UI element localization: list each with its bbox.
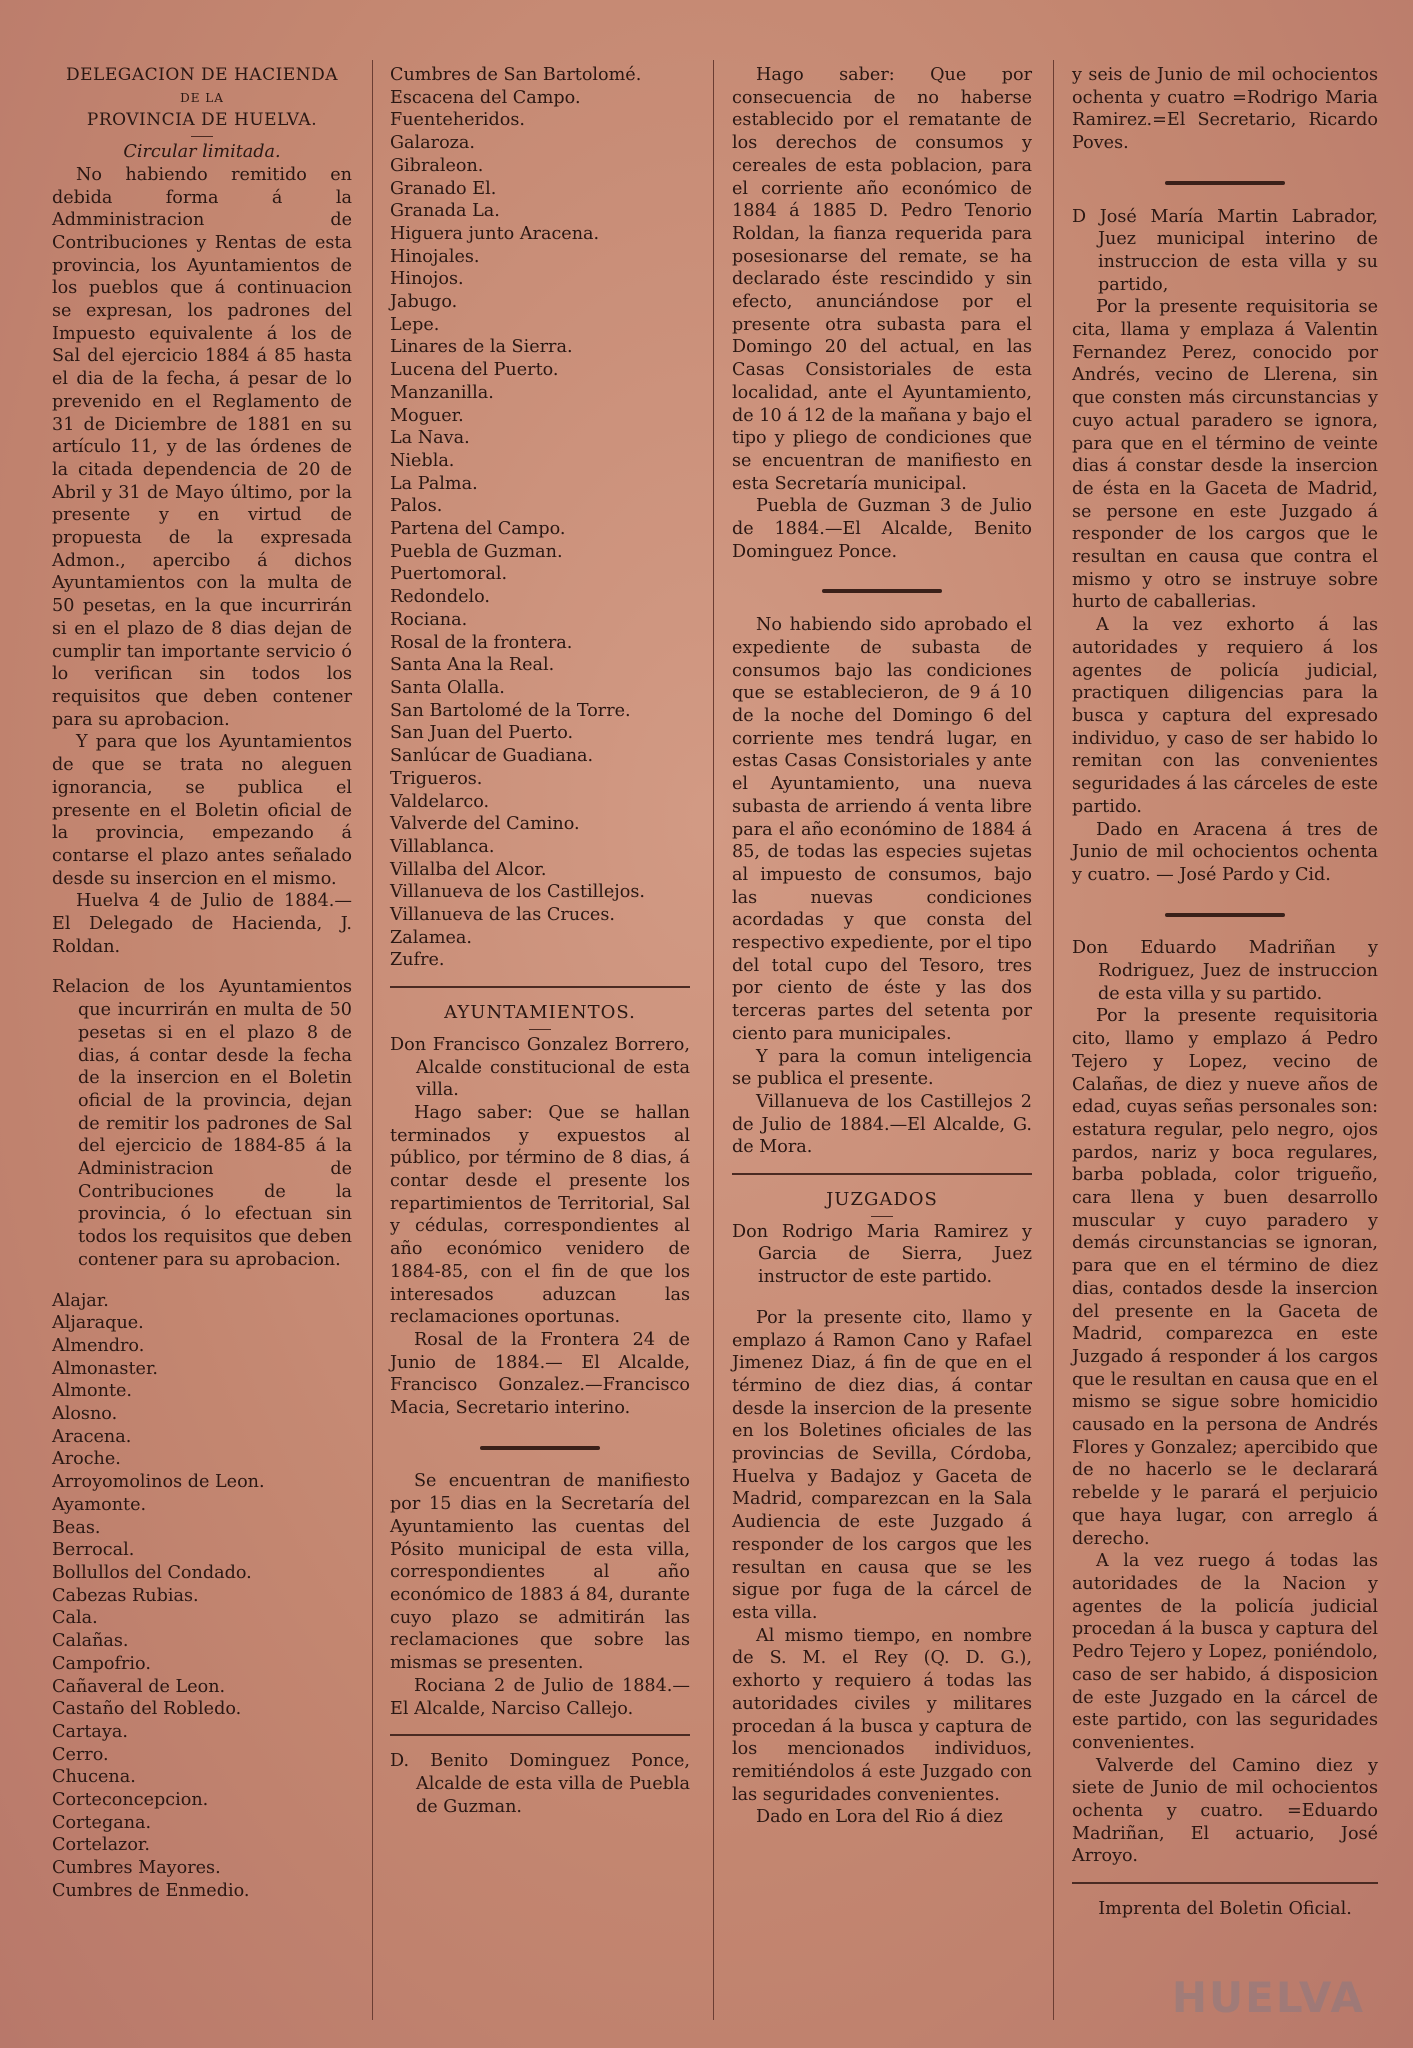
town-item: Alosno. [52, 1404, 118, 1425]
town-item: Lucena del Puerto. [390, 360, 559, 381]
section-title: AYUNTAMIENTOS. [444, 1002, 636, 1024]
town-item: Ayamonte. [52, 1494, 147, 1515]
town-item: Linares de la Sierra. [390, 337, 573, 358]
notice-signature: Rosal de la Frontera 24 de Junio de 1884.— El Alcalde, Francisco Gonzalez.—Francisco Macia, Secretario interino. [390, 1329, 690, 1419]
notice-signature: Valverde del Camino diez y siete de Junio de mil ochocientos ochenta y cuatro. =Eduardo Madriñan, El actuario, José Arroyo. [1072, 1755, 1378, 1867]
column-rule [372, 60, 373, 2020]
town-item: Villablanca. [390, 836, 495, 857]
town-item: Sanlúcar de Guadiana. [390, 746, 594, 767]
notice-body: Hago saber: Que se hallan terminados y expuestos al público, por término de 8 dias, á contar desde el presente los repartimientos de Territorial, Sal y cédulas, correspondientes al año económico venidero de 1884-85, con el fin de que los interesados aduzcan las reclamaciones oportunas. [390, 1102, 690, 1328]
divider [390, 1734, 690, 1736]
town-item: Zufre. [390, 950, 445, 971]
town-list [390, 64, 690, 972]
town-item: Palos. [390, 496, 443, 517]
town-item: Galaroza. [390, 133, 476, 154]
divider [191, 136, 213, 137]
town-item: Beas. [52, 1517, 101, 1538]
town-item: Valverde del Camino. [390, 814, 580, 835]
town-item: Hinojales. [390, 246, 480, 267]
town-item: Niebla. [390, 450, 455, 471]
notice-body: A la vez ruego á todas las autoridades de la Nacion y agentes de la policía judicial procedan á la busca y captura del Pedro Tejero y Lopez, poniéndolo, caso de ser habido, á disposicion de este Juzgado en la cárcel de este partido, con las seguridades convenientes. [1072, 1551, 1378, 1753]
town-item: Redondelo. [390, 587, 491, 608]
town-item: Bollullos del Condado. [52, 1563, 252, 1583]
divider [871, 1216, 893, 1217]
town-item: Arroyomolinos de Leon. [52, 1472, 265, 1493]
notice-heading: Don Eduardo Madriñan y Rodriguez, Juez de instruccion de esta villa y su partido. [1072, 938, 1378, 1004]
notice-body: Hago saber: Que por consecuencia de no haberse establecido por el rematante de los derechos de consumos y cereales de esta poblacion, para el corriente año económico de 1884 á 1885 D. Pedro Tenorio Roldan, la fianza requerida para posesionarse del remate, se ha declarado éste rescindido y sin efecto, anunciándose por el presente otra subasta para el Domingo 20 del actual, en las Casas Consistoriales de esta localidad, ante el Ayuntamiento, de 10 á 12 de la mañana y bajo el tipo y pliego de condiciones que se encuentran de manifiesto en esta Secretaría municipal. [732, 65, 1032, 494]
town-item: Valdelarco. [390, 791, 490, 812]
town-item: Puertomoral. [390, 564, 508, 585]
town-item: Escacena del Campo. [390, 87, 581, 108]
town-item: Almonte. [52, 1381, 133, 1402]
divider [1072, 1882, 1378, 1884]
town-item: Campofrio. [52, 1653, 151, 1674]
town-item: Berrocal. [52, 1540, 135, 1561]
section-title: JUZGADOS [826, 1189, 938, 1211]
town-item: Cortegana. [52, 1812, 152, 1833]
town-item: Santa Ana la Real. [390, 655, 555, 676]
relacion-heading: Relacion de los Ayuntamientos que incurrirán en multa de 50 pesetas si en el plazo 8 de dias, á contar desde la fecha de la insercion en el Boletin oficial de la provincia, dejan de remitir los padrones de Sal del ejercicio de 1884-85 á la Administracion de Contribuciones de la provincia, ó lo efectuan sin todos los requisitos que deben contener para su aprobacion. [52, 977, 352, 1270]
town-item: Fuenteheridos. [390, 110, 526, 131]
town-item: Cartaya. [52, 1721, 128, 1742]
notice-heading: D. Benito Dominguez Ponce, Alcalde de esta villa de Puebla de Guzman. [390, 1751, 690, 1817]
town-item: Hinojos. [390, 269, 464, 290]
town-item: Granada La. [390, 201, 500, 222]
circular-paragraph: No habiendo remitido en debida forma á la Admministracion de Contribuciones y Rentas de esta provincia, los Ayuntamientos de los pueblos que á continuacion se expresan, los padrones del Impuesto equivalente á los de Sal del ejercicio 1884 á 85 hasta el dia de la fecha, á pesar de lo prevenido en el Reglamento de 31 de Diciembre de 1881 en su artículo 11, y de las órdenes de la citada dependencia de 20 de Abril y 31 de Mayo último, por la presente y en virtud de propuesta de la expresada Admon., apercibo á dichos Ayuntamientos con la multa de 50 pesetas, en la que incurrirán si en el plazo de 8 dias dejan de cumplir tan importante servicio ó lo verifican sin todos los requisitos que deben contener para su aprobacion. [52, 164, 352, 730]
town-item: Santa Olalla. [390, 677, 505, 698]
notice-heading: Don Francisco Gonzalez Borrero, Alcalde constitucional de esta villa. [390, 1034, 690, 1101]
notice-body: Se encuentran de manifiesto por 15 dias en la Secretaría del Ayuntamiento las cuentas del Pósito municipal de esta villa, correspondientes al año económico de 1883 á 84, durante cuyo plazo se admitirán las reclamaciones que sobre las mismas se presenten. [390, 1471, 690, 1674]
ornament-divider [1072, 901, 1378, 924]
town-item: Cabezas Rubias. [52, 1585, 199, 1606]
divider [529, 1029, 551, 1030]
notice-body: A la vez exhorto á las autoridades y requiero á los agentes de policía judicial, practiquen diligencias para la busca y captura del expresado individuo, y caso de ser habido lo remitan con las convenientes seguridades á las cárceles de este partido. [1072, 615, 1378, 817]
town-item: Corteconcepcion. [52, 1790, 209, 1811]
notice-signature: Dado en Aracena á tres de Junio de mil ochocientos ochenta y cuatro. — José Pardo y Cid. [1072, 819, 1378, 885]
town-item: Gibraleon. [390, 155, 484, 176]
watermark: HUELVA [1171, 1973, 1365, 2022]
town-item: Almendro. [52, 1335, 145, 1356]
notice-body: Dado en Lora del Rio á diez [756, 1807, 1003, 1828]
column-rule [713, 60, 714, 2020]
town-item: Cañaveral de Leon. [52, 1676, 226, 1697]
town-item: Aracena. [52, 1426, 132, 1447]
town-item: Rociana. [390, 609, 468, 630]
town-item: Cortelazor. [52, 1835, 150, 1856]
town-item: Lepe. [390, 314, 440, 335]
town-item: Chucena. [52, 1767, 136, 1788]
circular-signature: Huelva 4 de Julio de 1884.— El Delegado de Hacienda, J. Roldan. [52, 891, 352, 957]
town-item: Almonaster. [52, 1358, 159, 1379]
column-4 [1072, 64, 1378, 1921]
town-item: Zalamea. [390, 927, 473, 948]
column-2 [390, 64, 690, 1818]
town-item: Cumbres Mayores. [52, 1858, 221, 1879]
town-item: Puebla de Guzman. [390, 541, 563, 562]
divider [390, 986, 690, 988]
town-item: Jabugo. [390, 292, 458, 313]
town-item: Villanueva de las Cruces. [390, 905, 615, 926]
column-rule [1053, 60, 1054, 2020]
town-item: Castaño del Robledo. [52, 1699, 242, 1720]
town-list [52, 1290, 352, 1903]
printer-imprint: Imprenta del Boletin Oficial. [1098, 1899, 1352, 1920]
ornament-divider [390, 1434, 690, 1457]
ornament-divider [732, 577, 1032, 600]
notice-body: Y para la comun inteligencia se publica el presente. [732, 1046, 1032, 1090]
ornament-divider [1072, 169, 1378, 192]
section-subtitle-small: DE LA [180, 90, 224, 105]
town-item: Villanueva de los Castillejos. [390, 882, 645, 903]
column-3 [732, 64, 1032, 1829]
town-item: Rosal de la frontera. [390, 632, 573, 653]
town-item: Cala. [52, 1608, 98, 1629]
town-item: Manzanilla. [390, 382, 494, 403]
circular-label: Circular limitada. [123, 142, 281, 163]
town-item: Partena del Campo. [390, 519, 566, 540]
notice-signature: Villanueva de los Castillejos 2 de Julio de 1884.—El Alcalde, G. de Mora. [732, 1091, 1032, 1158]
notice-body: y seis de Junio de mil ochocientos ochenta y cuatro =Rodrigo Maria Ramirez.=El Secretario, Ricardo Poves. [1072, 65, 1378, 154]
town-item: Villalba del Alcor. [390, 859, 547, 880]
section-subtitle: PROVINCIA DE HUELVA. [86, 110, 318, 131]
town-item: San Bartolomé de la Torre. [390, 700, 631, 721]
town-item: San Juan del Puerto. [390, 723, 574, 744]
section-title: DELEGACION DE HACIENDA [66, 65, 338, 85]
notice-body: Por la presente requisitoria se cita, llama y emplaza á Valentin Fernandez Perez, conocido por Andrés, vecino de Llerena, sin que consten más circunstancias y cuyo actual paradero se ignora, para que en el término de veinte dias á constar desde la insercion de ésta en la Gaceta de Madrid, se persone en este Juzgado á responder de los cargos que le resultan en causa que contra el mismo y otro se instruye sobre hurto de caballerias. [1072, 297, 1378, 613]
notice-signature: Rociana 2 de Julio de 1884.— El Alcalde, Narciso Callejo. [390, 1675, 690, 1719]
notice-heading: Don Rodrigo Maria Ramirez y Garcia de Sierra, Juez instructor de este partido. [732, 1221, 1032, 1288]
town-item: Alajar. [52, 1290, 109, 1311]
column-1 [52, 64, 352, 1903]
divider [732, 1173, 1032, 1175]
town-item: Moguer. [390, 405, 464, 426]
town-item: La Nava. [390, 428, 470, 449]
notice-body: No habiendo sido aprobado el expediente de subasta de consumos bajo las condiciones que se establecieron, de 9 á 10 de la noche del Domingo 6 del corriente mes tendrá lugar, en estas Casas Consistoriales y ante el Ayuntamiento, una nueva subasta de arriendo á venta libre para el año económino de 1884 á 85, de todas las especies sujetas al impuesto de consumos, bajo las nuevas condiciones acordadas y que consta del respectivo expediente, por el tipo del total cupo del Tesoro, tres por ciento de éste y las dos terceras partes del setenta por ciento para municipales. [732, 615, 1032, 1044]
town-item: Aroche. [52, 1449, 121, 1470]
town-item: Aljaraque. [52, 1313, 144, 1334]
town-item: Cerro. [52, 1744, 109, 1765]
town-item: Cumbres de Enmedio. [52, 1880, 250, 1901]
circular-paragraph: Y para que los Ayuntamientos de que se trata no aleguen ignorancia, se publica el presente en el Boletin oficial de la provincia, empezando á contarse el plazo antes señalado desde su insercion en el mismo. [52, 732, 352, 889]
town-item: Cumbres de San Bartolomé. [390, 65, 642, 85]
notice-body: Por la presente cito, llamo y emplazo á Ramon Cano y Rafael Jimenez Diaz, á fin de que en el término de diez dias, á contar desde la insercion de la presente en los Boletines oficiales de las provincias de Sevilla, Córdoba, Huelva y Badajoz y Gaceta de Madrid, comparezcan en la Sala Audiencia de este Juzgado á responder de los cargos que les resultan en causa que se les sigue por fuga de la cárcel de esta villa. [732, 1307, 1032, 1623]
town-item: La Palma. [390, 473, 478, 494]
town-item: Calañas. [52, 1631, 129, 1652]
town-item: Granado El. [390, 178, 497, 199]
town-item: Higuera junto Aracena. [390, 223, 600, 244]
notice-heading: D José María Martin Labrador, Juez municipal interino de instruccion de esta villa y su partido, [1072, 206, 1378, 295]
notice-body: Al mismo tiempo, en nombre de S. M. el Rey (Q. D. G.), exhorto y requiero á todas las autoridades civiles y militares procedan á la busca y captura de los mencionados individuos, remitiéndolos á este Juzgado con las seguridades convenientes. [732, 1625, 1032, 1805]
notice-body: Por la presente requisitoria cito, llamo y emplazo á Pedro Tejero y Lopez, vecino de Calañas, de diez y nueve años de edad, cuyas señas personales son: estatura regular, pelo negro, ojos pardos, nariz y boca regulares, barba poblada, color trigueño, cara llena y buen desarrollo muscular y cuyo paradero y demás circunstancias se ignoran, para que en el término de diez dias, contados desde la insercion del presente en la Gaceta de Madrid, comparezca en este Juzgado á responder á los cargos que le resultan en causa que en el mismo se sigue sobre homicidio causado en la persona de Andrés Flores y Gonzalez; apercibido que de no hacerlo se le declarará rebelde y le parará el perjuicio que haya lugar, con arreglo á derecho. [1072, 1006, 1378, 1549]
town-item: Trigueros. [390, 768, 483, 789]
notice-signature: Puebla de Guzman 3 de Julio de 1884.—El Alcalde, Benito Dominguez Ponce. [732, 496, 1032, 562]
